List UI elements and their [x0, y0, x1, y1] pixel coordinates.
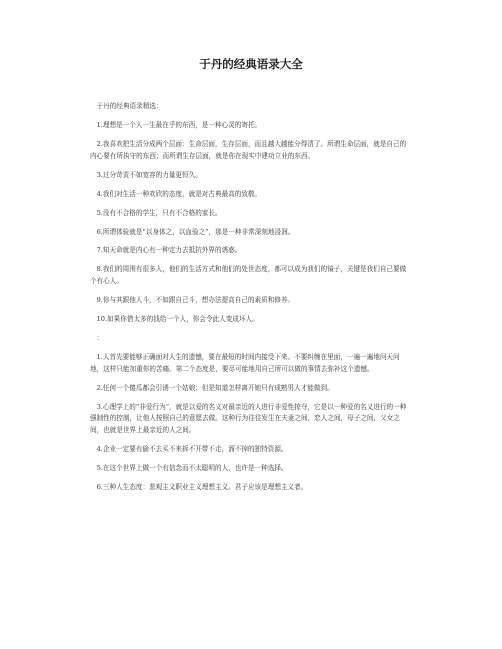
- quote-paragraph: 2.任何一个傻瓜都会引诱一个姑娘；但是知道怎样离开她只有成熟男人才能做到。: [96, 383, 334, 392]
- quote-paragraph: 6.所谓体验就是”以身体之，以血验之“，那是一种非常深刻地浸润。: [96, 227, 295, 236]
- quote-paragraph: 1.人首先要能够正确面对人生的遗憾，要在最短的时间内接受下来。不要纠缠在里面，一遍一遍地问天问地，这样只能加重你的苦痛。第二个态度是，要尽可能地用自己所可以做的事情去弥补这个遗憾。: [90, 353, 400, 373]
- quote-paragraph: 5.在这个世界上做一个有信念而不太聪明的人，也许是一种选择。: [96, 463, 288, 472]
- quote-paragraph: 1.理想是一个人一生最在乎的东西，是一种心灵的寄托。: [96, 120, 262, 129]
- quote-paragraph: 5.没有不合格的学生，只有不合格的家长。: [96, 208, 222, 217]
- quote-paragraph: 7.知天命就是内心有一种定力去抵抗外界的诱惑。: [96, 246, 242, 255]
- document-body: [90, 101, 412, 501]
- document-title: 于丹的经典语录大全: [199, 57, 303, 71]
- quote-paragraph: 2.我喜欢把生活分成两个层面：生命层面，生存层面，而且越大越能分得清了。所谓生命层面，就是自己的内心要有所执守的东西；而所谓生存层面，就是你在现实中建功立业的东西。: [90, 139, 407, 160]
- section-separator: ：: [96, 334, 104, 343]
- quote-paragraph: 9.你与其跟他人斗，不如跟自己斗，想办法提高自己的素质和修养。: [96, 296, 295, 305]
- quote-paragraph: 6.三种人生态度：悲观主义职业主义理想主义。君子应该是理想主义者。: [96, 482, 308, 491]
- quote-paragraph: 3.心理学上的”非爱行为“，就是以爱的名义对最亲近的人进行非爱性掠夺，它是以一种爱的名义进行的一种强制性的控制，让他人按照自己的意愿去做。这种行为往往发生在夫妻之间，恋人之间，母子之间，父女之间，也就是世界上最亲近的人之间。: [90, 402, 407, 434]
- quote-paragraph: 8.我们的周围有很多人，他们的生活方式和他们的处世态度，都可以成为我们的镜子，关键是我们自己要做个有心人。: [90, 265, 407, 286]
- quote-paragraph: 3.过分苛责不如宽容的力量更恒久。: [96, 170, 202, 179]
- quote-paragraph: 4.我们对生活一种欢欣的态度，就是对古典最高的致敬。: [96, 189, 262, 198]
- quote-paragraph: 4.企业一定要有偷不去买不来拆不开带不走，溜不掉的独特资源。: [96, 444, 288, 453]
- intro-paragraph: 于丹的经典语录精选：: [96, 102, 163, 110]
- quote-paragraph: 10.如果你借太多的钱给一个人，你会令此人变成坏人。: [96, 315, 259, 324]
